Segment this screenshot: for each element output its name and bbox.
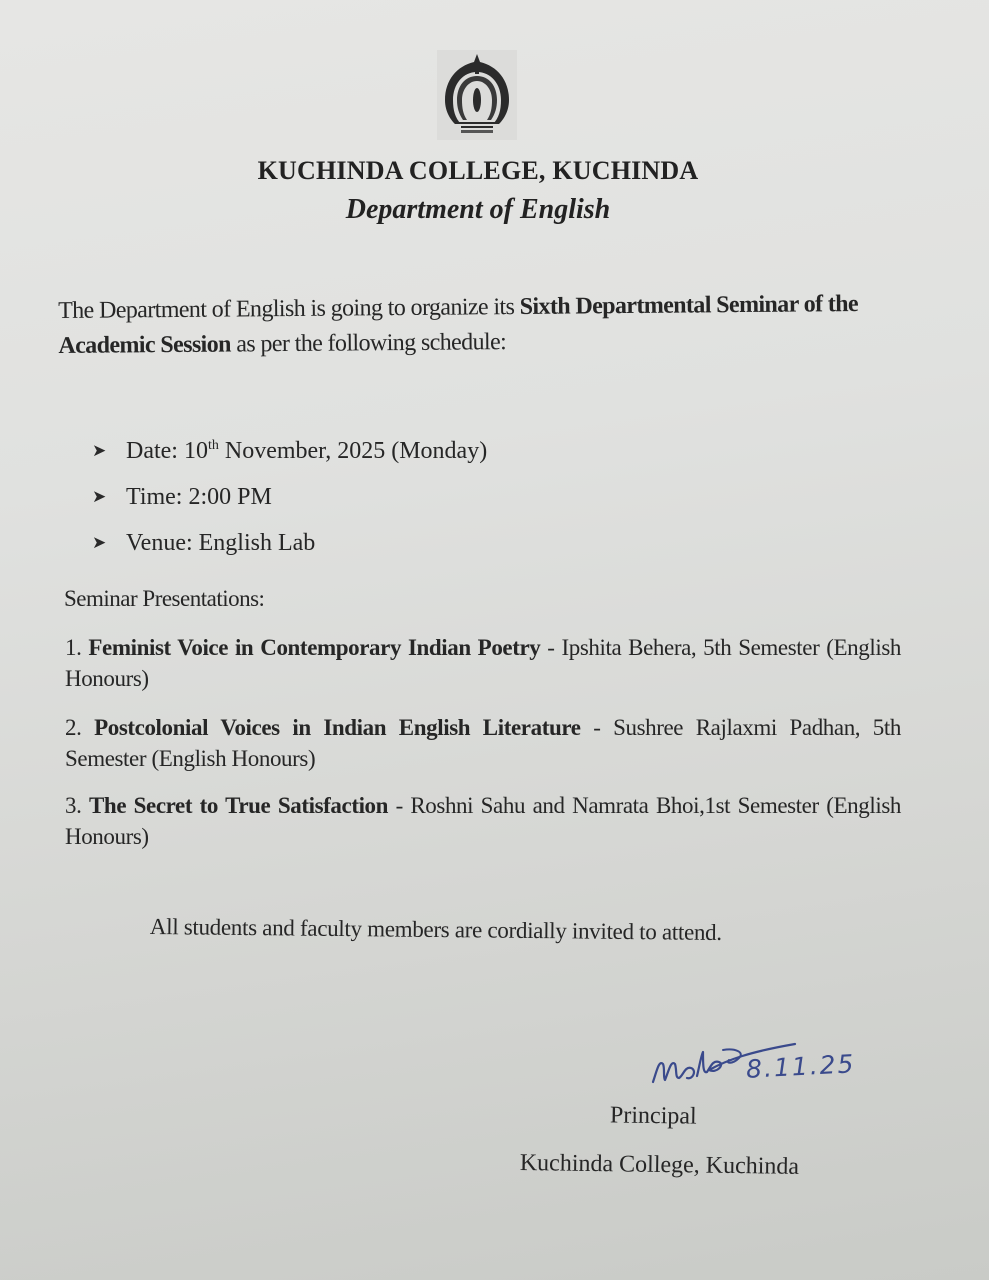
presentation-number: 3. bbox=[65, 793, 82, 818]
presentation-presenter: - Roshni Sahu and Namrata Bhoi,1st Semester (English Honours) bbox=[65, 793, 902, 849]
presentations-heading: Seminar Presentations: bbox=[64, 586, 265, 611]
signatory-institution: Kuchinda College, Kuchinda bbox=[519, 1150, 800, 1180]
schedule-date bbox=[92, 428, 487, 474]
date-text bbox=[126, 438, 487, 465]
presentation-title: The Secret to True Satisfaction bbox=[88, 793, 389, 818]
signature-date: 8.11.25 bbox=[745, 1049, 857, 1084]
intro-seminar-name: Sixth Departmental Seminar of the Academic Session bbox=[58, 291, 859, 359]
presentation-presenter: - Ipshita Behera, 5th Semester (English Honours) bbox=[65, 635, 901, 691]
presentation-item bbox=[65, 712, 901, 774]
intro-text-before: The Department of English is going to organize its bbox=[58, 293, 520, 324]
presentation-number: 1. bbox=[65, 635, 82, 660]
college-emblem-icon bbox=[437, 50, 517, 140]
presentation-number: 2. bbox=[65, 715, 82, 740]
time-text: Time: 2:00 PM bbox=[126, 483, 272, 510]
schedule-venue bbox=[92, 520, 487, 566]
department-heading: Department of English bbox=[345, 194, 611, 225]
date-ordinal: th bbox=[207, 437, 219, 453]
invitation-text: All students and faculty members are cordially invited to attend. bbox=[149, 914, 722, 945]
signatory-title: Principal bbox=[609, 1102, 697, 1130]
presentation-item bbox=[65, 790, 901, 852]
arrowhead-bullet-icon: ➤ bbox=[92, 533, 107, 552]
intro-text-after: as per the following schedule: bbox=[230, 329, 507, 358]
college-name-heading: KUCHINDA COLLEGE, KUCHINDA bbox=[257, 156, 699, 185]
presentation-title: Postcolonial Voices in Indian English Literature bbox=[94, 715, 581, 740]
date-prefix: Date: 10 bbox=[126, 437, 208, 464]
intro-paragraph bbox=[58, 286, 929, 364]
presentation-presenter: - Sushree Rajlaxmi Padhan, 5th Semester (English Honours) bbox=[65, 715, 901, 771]
schedule-list bbox=[92, 428, 487, 566]
presentation-title: Feminist Voice in Contemporary Indian Poetry bbox=[88, 635, 541, 660]
arrowhead-bullet-icon: ➤ bbox=[92, 487, 107, 506]
arrowhead-bullet-icon: ➤ bbox=[92, 441, 107, 460]
presentation-item bbox=[65, 632, 901, 694]
schedule-time bbox=[92, 474, 487, 520]
date-suffix: November, 2025 (Monday) bbox=[218, 437, 488, 464]
venue-text: Venue: English Lab bbox=[126, 529, 316, 556]
